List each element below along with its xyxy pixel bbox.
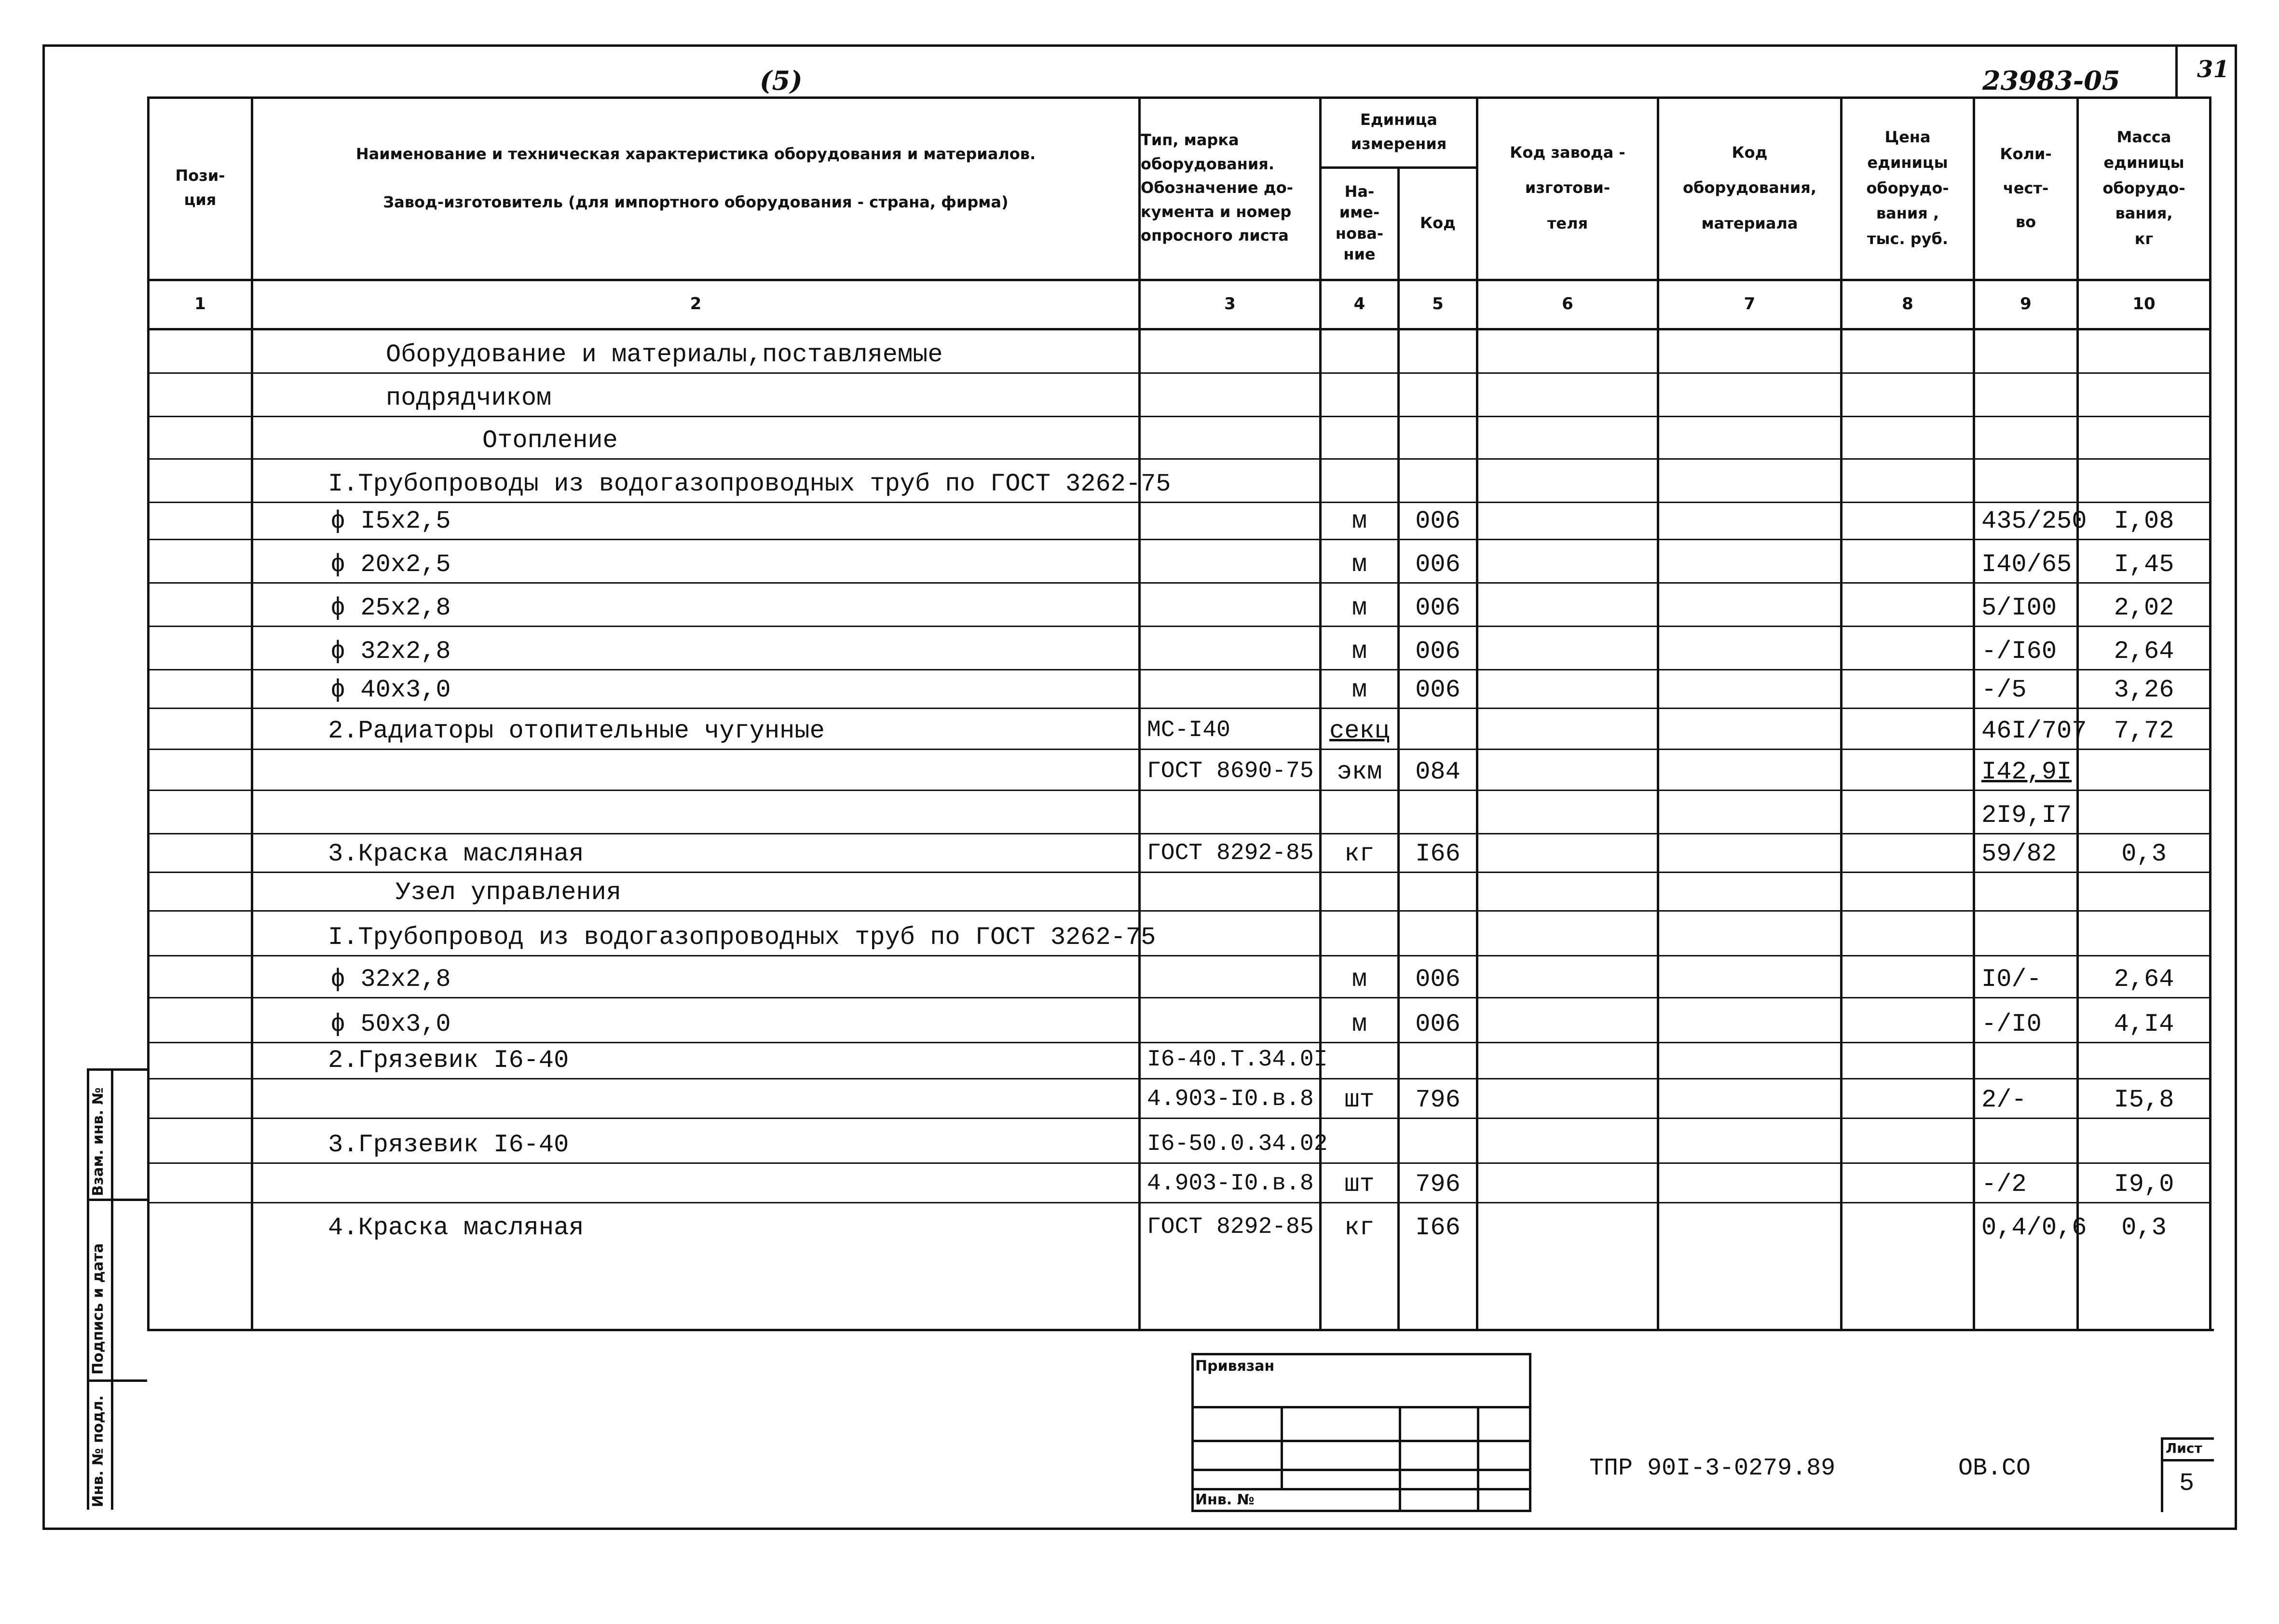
inv-no-label: Инв. № (1195, 1491, 1255, 1508)
item-mass: I,45 (2114, 550, 2174, 579)
list-label: Лист (2166, 1440, 2202, 1456)
item-quantity: -/I60 (1981, 637, 2057, 666)
stamp-line-a (87, 1199, 147, 1201)
item-mass: I,08 (2114, 507, 2174, 535)
item-unit: экм (1337, 758, 1382, 786)
item-unit-code: 006 (1415, 1010, 1460, 1038)
item-mass: 4,I4 (2114, 1010, 2174, 1038)
side-signature-date: Подпись и дата (90, 1243, 107, 1375)
item-name: Узел управления (396, 878, 622, 907)
row-separator (147, 1078, 2211, 1079)
item-unit-code: 006 (1415, 594, 1460, 622)
row-separator (147, 458, 2211, 460)
stamp-line-b (87, 1379, 147, 1382)
colnum-7: 7 (1744, 294, 1756, 314)
item-unit-code: 006 (1415, 550, 1460, 579)
row-separator (147, 1202, 2211, 1203)
item-quantity: 2/- (1981, 1086, 2027, 1114)
item-type: ГОСТ 8292-85 (1147, 840, 1314, 866)
privyazan-line-1 (1191, 1406, 1531, 1408)
col-line-5 (1476, 96, 1478, 1331)
row-separator (147, 669, 2211, 670)
item-quantity: I0/- (1981, 965, 2042, 994)
item-unit-code: 796 (1415, 1086, 1460, 1114)
item-unit: секц (1329, 717, 1390, 745)
header-mass: Масса единицы оборудо- вания, кг (2102, 128, 2185, 248)
privyazan-line-3 (1191, 1469, 1531, 1471)
item-type: I6-40.Т.34.0I (1147, 1047, 1328, 1073)
item-quantity: 59/82 (1981, 840, 2057, 868)
col-line-7 (1840, 96, 1842, 1331)
item-name: 4.Краска масляная (328, 1214, 584, 1242)
list-box-top (2161, 1437, 2214, 1440)
colnum-8: 8 (1902, 294, 1913, 314)
header-unit-name: На- име- нова- ние (1335, 182, 1384, 263)
row-separator (147, 1162, 2211, 1164)
stamp-line-outer (87, 1068, 89, 1510)
item-unit-code: 006 (1415, 637, 1460, 666)
item-unit: м (1351, 594, 1367, 622)
list-number: 5 (2179, 1469, 2195, 1498)
row-separator (147, 872, 2211, 873)
item-unit: шт (1344, 1086, 1375, 1114)
item-unit-code: I66 (1415, 840, 1460, 868)
header-position: Пози- ция (175, 166, 225, 209)
item-unit-code: 084 (1415, 758, 1460, 786)
col-line-0 (147, 96, 150, 1331)
item-mass: 3,26 (2114, 676, 2174, 704)
row-separator (147, 502, 2211, 503)
item-name: ϕ 50x3,0 (330, 1010, 451, 1038)
row-separator (147, 790, 2211, 791)
privyazan-vline-3 (1477, 1406, 1479, 1512)
item-type: ГОСТ 8292-85 (1147, 1214, 1314, 1240)
item-name: ϕ 25x2,8 (330, 594, 451, 622)
row-separator (147, 749, 2211, 750)
item-mass: I5,8 (2114, 1086, 2174, 1114)
header-type: Тип, марка оборудования. Обозначение до- кумента и номер опросного листа (1141, 131, 1293, 245)
item-mass: 7,72 (2114, 717, 2174, 745)
privyazan-vline-2 (1399, 1406, 1401, 1512)
item-unit: кг (1344, 840, 1375, 868)
row-separator (147, 582, 2211, 584)
col-line-2 (1138, 96, 1141, 1331)
item-name: ϕ I5x2,5 (330, 507, 451, 535)
item-mass: 2,02 (2114, 594, 2174, 622)
row-separator (147, 1042, 2211, 1043)
item-mass: 2,64 (2114, 637, 2174, 666)
item-name: 2.Грязевик I6-40 (328, 1046, 569, 1075)
doc-code: ТПР 90I-3-0279.89 (1589, 1455, 1836, 1482)
item-unit: м (1351, 965, 1367, 994)
header-equipment-code: Код оборудования, материала (1683, 143, 1816, 232)
row-separator (147, 1118, 2211, 1119)
colnum-1: 1 (194, 294, 206, 314)
item-name: 3.Краска масляная (328, 840, 584, 868)
header-name-line1: Наименование и техническая характеристика оборудования и материалов. (355, 145, 1036, 164)
item-quantity: 5/I00 (1981, 594, 2057, 622)
header-bottom-line (147, 279, 2211, 281)
row-separator (147, 708, 2211, 709)
item-name: подрядчиком (386, 384, 552, 412)
item-name: ϕ 32x2,8 (330, 965, 451, 994)
item-unit: м (1351, 507, 1367, 535)
header-unit-code: Код (1420, 213, 1456, 232)
item-unit: м (1351, 1010, 1367, 1038)
item-type: 4.903-I0.в.8 (1147, 1171, 1314, 1197)
item-unit-code: I66 (1415, 1214, 1460, 1242)
item-unit-code: 006 (1415, 965, 1460, 994)
side-inv-podl: Инв. № подл. (90, 1395, 107, 1507)
item-quantity: I40/65 (1981, 550, 2072, 579)
header-name-line2: Завод-изготовитель (для импортного оборудования - страна, фирма) (383, 193, 1009, 212)
item-mass: 0,3 (2121, 1214, 2167, 1242)
item-quantity: -/2 (1981, 1170, 2027, 1199)
item-quantity: 46I/707 (1981, 717, 2087, 745)
col-line-8 (1973, 96, 1975, 1331)
row-separator (147, 539, 2211, 540)
item-quantity: -/5 (1981, 676, 2027, 704)
item-name: Отопление (482, 426, 618, 455)
stamp-top-line (87, 1068, 147, 1071)
corner-number: 31 (2197, 56, 2229, 83)
item-name: ϕ 40x3,0 (330, 676, 451, 704)
list-box-left (2161, 1437, 2163, 1512)
colnum-3: 3 (1224, 294, 1236, 314)
privyazan-label: Привязан (1195, 1358, 1275, 1375)
row-separator (147, 997, 2211, 998)
item-type: МС-I40 (1147, 717, 1230, 743)
colnum-bottom-line (147, 328, 2211, 330)
item-unit: м (1351, 550, 1367, 579)
item-quantity: 0,4/0,6 (1981, 1214, 2087, 1242)
item-mass: 0,3 (2121, 840, 2167, 868)
side-vzam-inv: Взам. инв. № (90, 1087, 107, 1196)
header-factory-code: Код завода - изготови- теля (1510, 143, 1625, 232)
item-mass: I9,0 (2114, 1170, 2174, 1199)
table-bottom-line (147, 1329, 2214, 1331)
colnum-10: 10 (2132, 294, 2156, 314)
item-name: 3.Грязевик I6-40 (328, 1131, 569, 1159)
col-line-10 (2209, 96, 2211, 1331)
row-separator (147, 955, 2211, 956)
corner-box-line (2175, 44, 2178, 97)
colnum-5: 5 (1432, 294, 1444, 314)
privyazan-vline-1 (1281, 1406, 1283, 1490)
item-unit: кг (1344, 1214, 1375, 1242)
item-type: ГОСТ 8690-75 (1147, 758, 1314, 784)
item-quantity: I42,9I (1981, 758, 2072, 786)
privyazan-line-2 (1191, 1440, 1531, 1442)
item-name: ϕ 20x2,5 (330, 550, 451, 579)
colnum-9: 9 (2020, 294, 2032, 314)
item-unit-code: 796 (1415, 1170, 1460, 1199)
item-name: Оборудование и материалы,поставляемые (386, 341, 943, 369)
archive-number: 23983-05 (1982, 65, 2120, 96)
sheet-top-mark: (5) (760, 65, 803, 96)
row-separator (147, 833, 2211, 834)
item-quantity: -/I0 (1981, 1010, 2042, 1038)
item-unit-code: 006 (1415, 507, 1460, 535)
list-box-mid (2161, 1459, 2214, 1461)
privyazan-line-4 (1191, 1488, 1531, 1490)
stamp-line-mid (111, 1068, 113, 1510)
colnum-6: 6 (1562, 294, 1573, 314)
col-line-1 (251, 96, 253, 1331)
item-type: 4.903-I0.в.8 (1147, 1086, 1314, 1112)
header-quantity: Коли- чест- во (2000, 145, 2052, 232)
row-separator (147, 626, 2211, 627)
row-separator (147, 372, 2211, 374)
item-unit: м (1351, 676, 1367, 704)
item-name: I.Трубопроводы из водогазопроводных труб по ГОСТ 3262-75 (328, 470, 1171, 498)
row-separator (147, 910, 2211, 912)
colnum-4: 4 (1353, 294, 1365, 314)
header-unit-group: Единица измерения (1351, 110, 1447, 153)
item-name: 2.Радиаторы отопительные чугунные (328, 717, 825, 745)
item-name: I.Трубопровод из водогазопроводных труб по ГОСТ 3262-75 (328, 923, 1156, 952)
sheet-mark: ОВ.СО (1958, 1455, 2031, 1482)
item-quantity: 2I9,I7 (1981, 801, 2072, 830)
item-type: I6-50.0.34.02 (1147, 1131, 1328, 1157)
item-mass: 2,64 (2114, 965, 2174, 994)
col-line-9 (2076, 96, 2079, 1331)
item-unit: м (1351, 637, 1367, 666)
item-unit: шт (1344, 1170, 1375, 1199)
col-line-6 (1657, 96, 1659, 1331)
item-quantity: 435/250 (1981, 507, 2087, 535)
item-name: ϕ 32x2,8 (330, 637, 451, 666)
colnum-2: 2 (690, 294, 702, 314)
row-separator (147, 416, 2211, 417)
header-price: Цена единицы оборудо- вания , тыс. руб. (1866, 128, 1949, 248)
item-unit-code: 006 (1415, 676, 1460, 704)
